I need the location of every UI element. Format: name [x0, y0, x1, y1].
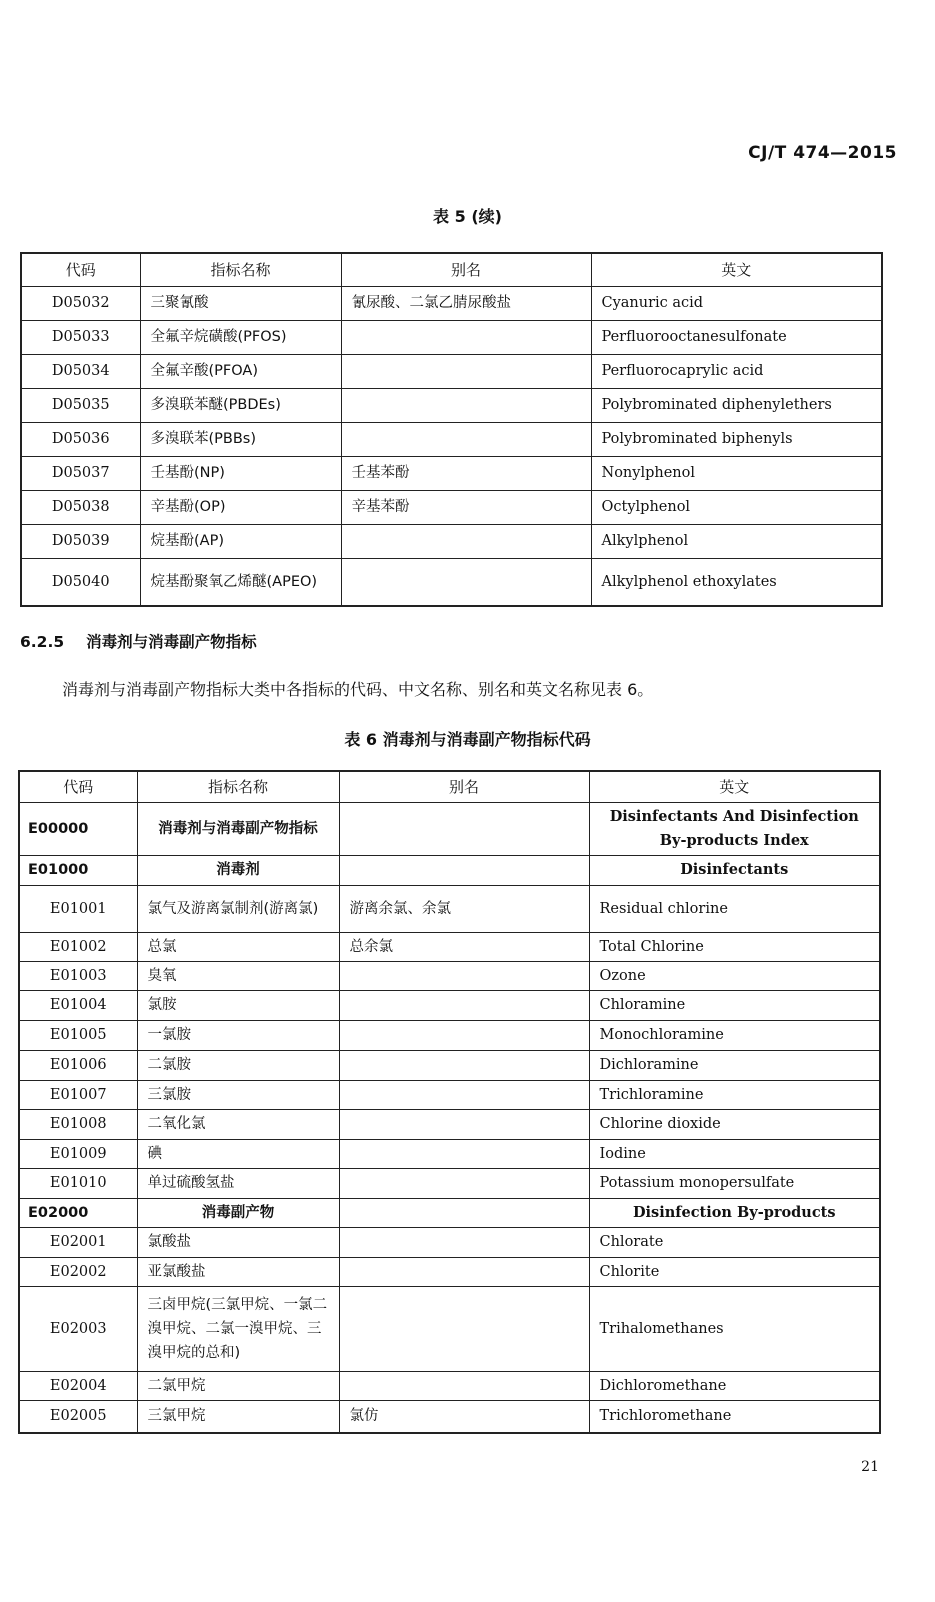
cell-name: 三聚氰酸 [140, 286, 341, 320]
table-row [19, 1227, 880, 1257]
cell-name: 二氯胺 [137, 1050, 339, 1080]
cell-name: 三卤甲烷(三氯甲烷、一氯二溴甲烷、二氯一溴甲烷、三溴甲烷的总和) [137, 1286, 339, 1371]
cell-alias: 游离余氯、余氯 [339, 885, 589, 932]
table-row [19, 885, 880, 932]
table-row [21, 320, 882, 354]
cell-en: Residual chlorine [589, 885, 880, 932]
cell-alias [339, 1050, 589, 1080]
table-row [19, 1286, 880, 1371]
table-5 [20, 252, 883, 607]
cell-en: Potassium monopersulfate [589, 1168, 880, 1198]
cell-code: E01002 [19, 932, 137, 961]
cell-alias [341, 558, 591, 606]
table-row [19, 1020, 880, 1050]
cell-name: 氯胺 [137, 990, 339, 1020]
cell-name: 三氯胺 [137, 1080, 339, 1109]
cell-alias [339, 802, 589, 855]
cell-code: D05034 [21, 354, 140, 388]
cell-alias [339, 1227, 589, 1257]
table-row [19, 1168, 880, 1198]
cell-alias [339, 1198, 589, 1227]
cell-name: 单过硫酸氢盐 [137, 1168, 339, 1198]
header-code: 代码 [19, 771, 137, 802]
cell-en: Polybrominated biphenyls [591, 422, 882, 456]
section-title: 消毒剂与消毒副产物指标 [86, 633, 257, 651]
cell-name: 全氟辛烷磺酸(PFOS) [140, 320, 341, 354]
header-name: 指标名称 [137, 771, 339, 802]
cell-code: E01004 [19, 990, 137, 1020]
cell-name: 壬基酚(NP) [140, 456, 341, 490]
table-row [21, 388, 882, 422]
cell-en: Total Chlorine [589, 932, 880, 961]
cell-en: Dichloromethane [589, 1371, 880, 1400]
cell-code: E02000 [19, 1198, 137, 1227]
cell-alias [339, 1020, 589, 1050]
cell-name: 烷基酚(AP) [140, 524, 341, 558]
table-row [19, 1080, 880, 1109]
cell-en: Monochloramine [589, 1020, 880, 1050]
cell-name: 总氯 [137, 932, 339, 961]
cell-code: E01006 [19, 1050, 137, 1080]
header-code: 代码 [21, 253, 140, 286]
cell-en: Polybrominated diphenylethers [591, 388, 882, 422]
cell-alias [339, 1080, 589, 1109]
cell-code: E01001 [19, 885, 137, 932]
cell-en: Trihalomethanes [589, 1286, 880, 1371]
cell-alias [341, 388, 591, 422]
section-heading [20, 630, 257, 652]
cell-name: 氯酸盐 [137, 1227, 339, 1257]
table-row [19, 1139, 880, 1168]
header-alias: 别名 [339, 771, 589, 802]
cell-en: Alkylphenol [591, 524, 882, 558]
table-row [19, 932, 880, 961]
table-row [21, 558, 882, 606]
cell-code: D05037 [21, 456, 140, 490]
table-6-caption: 表 6 消毒剂与消毒副产物指标代码 [344, 730, 591, 749]
table-row [19, 1257, 880, 1286]
cell-alias [341, 422, 591, 456]
cell-alias [339, 990, 589, 1020]
table-row [19, 802, 880, 855]
cell-name: 消毒副产物 [137, 1198, 339, 1227]
cell-en: Cyanuric acid [591, 286, 882, 320]
table-row [19, 1109, 880, 1139]
cell-en: Disinfectants And Disinfection By-products Index [589, 802, 880, 855]
cell-en: Chloramine [589, 990, 880, 1020]
cell-code: D05039 [21, 524, 140, 558]
cell-alias [339, 1286, 589, 1371]
cell-en: Nonylphenol [591, 456, 882, 490]
cell-name: 二氧化氯 [137, 1109, 339, 1139]
cell-en: Chlorine dioxide [589, 1109, 880, 1139]
cell-code: E01000 [19, 855, 137, 885]
cell-alias [339, 1371, 589, 1400]
cell-alias: 壬基苯酚 [341, 456, 591, 490]
cell-alias [339, 1139, 589, 1168]
cell-code: E01003 [19, 961, 137, 990]
table-5-caption: 表 5 (续) [433, 207, 502, 226]
cell-en: Trichloramine [589, 1080, 880, 1109]
header-english: 英文 [589, 771, 880, 802]
cell-code: E01005 [19, 1020, 137, 1050]
cell-en: Disinfection By-products [589, 1198, 880, 1227]
table-row [19, 1400, 880, 1433]
cell-alias [339, 855, 589, 885]
cell-code: E02002 [19, 1257, 137, 1286]
cell-alias: 总余氯 [339, 932, 589, 961]
table-row [21, 422, 882, 456]
header-alias: 别名 [341, 253, 591, 286]
cell-code: E01007 [19, 1080, 137, 1109]
cell-en: Octylphenol [591, 490, 882, 524]
cell-code: E02001 [19, 1227, 137, 1257]
cell-name: 臭氧 [137, 961, 339, 990]
cell-code: E02003 [19, 1286, 137, 1371]
cell-name: 烷基酚聚氧乙烯醚(APEO) [140, 558, 341, 606]
cell-en: Alkylphenol ethoxylates [591, 558, 882, 606]
cell-en: Perfluorocaprylic acid [591, 354, 882, 388]
cell-name: 多溴联苯醚(PBDEs) [140, 388, 341, 422]
cell-en: Iodine [589, 1139, 880, 1168]
section-number: 6.2.5 [20, 633, 65, 651]
cell-name: 亚氯酸盐 [137, 1257, 339, 1286]
cell-en: Disinfectants [589, 855, 880, 885]
cell-code: E01008 [19, 1109, 137, 1139]
cell-en: Ozone [589, 961, 880, 990]
table-row [19, 1050, 880, 1080]
cell-name: 碘 [137, 1139, 339, 1168]
table-row [21, 354, 882, 388]
cell-code: E02005 [19, 1400, 137, 1433]
cell-alias [339, 961, 589, 990]
cell-alias [341, 320, 591, 354]
table-row [21, 286, 882, 320]
table-row [19, 990, 880, 1020]
table-row [19, 855, 880, 885]
cell-alias: 辛基苯酚 [341, 490, 591, 524]
cell-en: Trichloromethane [589, 1400, 880, 1433]
cell-en: Dichloramine [589, 1050, 880, 1080]
table-row [19, 961, 880, 990]
cell-code: E00000 [19, 802, 137, 855]
cell-code: D05035 [21, 388, 140, 422]
cell-code: D05040 [21, 558, 140, 606]
page-number: 21 [861, 1459, 879, 1475]
cell-alias [339, 1109, 589, 1139]
cell-en: Chlorite [589, 1257, 880, 1286]
cell-name: 消毒剂与消毒副产物指标 [137, 802, 339, 855]
header-english: 英文 [591, 253, 882, 286]
table-row [21, 456, 882, 490]
cell-code: E01010 [19, 1168, 137, 1198]
table-row [21, 490, 882, 524]
cell-code: E01009 [19, 1139, 137, 1168]
cell-name: 全氟辛酸(PFOA) [140, 354, 341, 388]
cell-code: D05038 [21, 490, 140, 524]
cell-code: D05036 [21, 422, 140, 456]
cell-name: 三氯甲烷 [137, 1400, 339, 1433]
cell-code: D05033 [21, 320, 140, 354]
table-row [19, 1198, 880, 1227]
cell-code: D05032 [21, 286, 140, 320]
cell-alias [341, 354, 591, 388]
table-6 [18, 770, 881, 1434]
cell-alias: 氯仿 [339, 1400, 589, 1433]
cell-code: E02004 [19, 1371, 137, 1400]
standard-code: CJ/T 474—2015 [748, 143, 897, 163]
section-paragraph: 消毒剂与消毒副产物指标大类中各指标的代码、中文名称、别名和英文名称见表 6。 [62, 680, 654, 699]
cell-alias [339, 1168, 589, 1198]
cell-name: 一氯胺 [137, 1020, 339, 1050]
table-row [21, 524, 882, 558]
cell-name: 辛基酚(OP) [140, 490, 341, 524]
cell-alias [339, 1257, 589, 1286]
cell-name: 消毒剂 [137, 855, 339, 885]
cell-name: 二氯甲烷 [137, 1371, 339, 1400]
cell-name: 氯气及游离氯制剂(游离氯) [137, 885, 339, 932]
table-row [19, 1371, 880, 1400]
cell-name: 多溴联苯(PBBs) [140, 422, 341, 456]
cell-en: Perfluorooctanesulfonate [591, 320, 882, 354]
header-name: 指标名称 [140, 253, 341, 286]
cell-alias: 氰尿酸、二氯乙腈尿酸盐 [341, 286, 591, 320]
cell-alias [341, 524, 591, 558]
cell-en: Chlorate [589, 1227, 880, 1257]
